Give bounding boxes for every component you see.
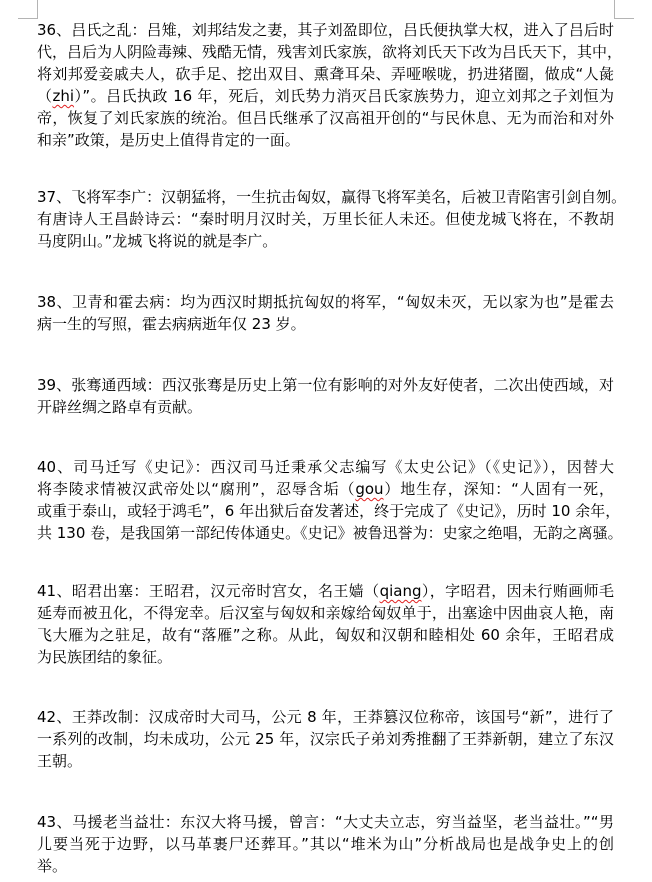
- text-segment: 儿要当死于边野，以马革裹尸还葬耳。”其以“堆米为山”分析战局也是战争史上的创: [37, 835, 614, 853]
- text-segment: 或重于泰山，或轻于鸿毛”，6 年出狱后奋发著述，终于完成了《史记》，历时 10 余年，: [37, 502, 621, 520]
- text-segment: 将李陵求情被汉武帝处以“腐刑”，忍辱含垢（: [37, 480, 356, 498]
- text-line: [37, 811, 614, 833]
- text-line: [37, 706, 614, 728]
- text-line: [37, 602, 614, 624]
- text-line: [37, 19, 614, 41]
- text-segment: 病一生的写照，霍去病病逝年仅 23 岁。: [37, 315, 306, 333]
- text-segment: 为民族团结的象征。: [37, 648, 173, 666]
- text-segment: 38、卫青和霍去病：均为西汉时期抵抗匈奴的将军，“匈奴未灭，无以家为也”是霍去: [37, 293, 614, 311]
- text-line: [37, 522, 623, 544]
- text-line: [37, 500, 621, 522]
- text-line: [37, 478, 614, 500]
- text-line: [37, 728, 614, 750]
- text-segment: 将刘邦爱妾戚夫人，砍手足、挖出双目、熏聋耳朵、弄哑喉咙，扔进猪圈，做成“人彘: [37, 65, 614, 83]
- text-line: [37, 230, 614, 252]
- text-line: [37, 374, 614, 396]
- text-line: [37, 41, 623, 63]
- text-line: [37, 624, 614, 646]
- text-segment: 有唐诗人王昌龄诗云：“秦时明月汉时关，万里长征人未还。但使龙城飞将在，不教胡: [37, 210, 614, 228]
- text-line: [37, 85, 614, 107]
- text-segment: 41、昭君出塞：王昭君，汉元帝时宫女，名王嫱（: [37, 582, 380, 600]
- text-segment: 飞大雁为之驻足，故有“落雁”之称。从此，匈奴和汉朝和睦相处 60 余年，王昭君成: [37, 626, 614, 644]
- text-segment: 开辟丝绸之路卓有贡献。: [37, 398, 203, 416]
- text-line: [37, 580, 614, 602]
- text-segment: 37、飞将军李广：汉朝猛将，一生抗击匈奴，赢得飞将军美名，后被卫青陷害引剑自刎。: [37, 188, 627, 206]
- paragraph-42: [37, 706, 614, 772]
- margin-corner-top-right-vertical: [614, 0, 615, 19]
- text-line: [37, 129, 614, 151]
- text-line: [37, 833, 614, 855]
- text-segment: ）”。吕氏执政 16 年，死后，刘氏势力消灭吕氏家族势力，迎立刘邦之子刘恒为: [74, 87, 614, 105]
- text-segment: 王朝。: [37, 752, 83, 770]
- paragraph-43: [37, 811, 614, 877]
- pinyin-misspelled: qiang: [379, 582, 422, 600]
- text-segment: 和亲”政策，是历史上值得肯定的一面。: [37, 131, 300, 149]
- text-line: [37, 646, 614, 668]
- pinyin-misspelled: zhi: [52, 87, 75, 105]
- text-line: [37, 291, 614, 313]
- text-line: [37, 396, 614, 418]
- text-line: [37, 456, 614, 478]
- paragraph-38: [37, 291, 614, 335]
- text-line: [37, 855, 614, 877]
- text-segment: 马度阴山。”龙城飞将说的就是李广。: [37, 232, 278, 250]
- text-segment: 一系列的改制，均未成功，公元 25 年，汉宗氏子弟刘秀推翻了王莽新朝，建立了东汉: [37, 730, 614, 748]
- margin-corner-top-left-vertical: [37, 0, 38, 19]
- text-segment: 39、张骞通西域：西汉张骞是历史上第一位有影响的对外友好使者，二次出使西域，对: [37, 376, 614, 394]
- text-segment: （: [37, 87, 53, 105]
- text-line: [37, 186, 627, 208]
- text-segment: 共 130 卷，是我国第一部纪传体通史。《史记》被鲁迅誉为：史家之绝唱，无韵之离骚。: [37, 524, 623, 542]
- paragraph-36: [37, 19, 623, 151]
- text-line: [37, 750, 614, 772]
- text-line: [37, 208, 614, 230]
- paragraph-40: [37, 456, 623, 544]
- text-segment: 36、吕氏之乱：吕雉，刘邦结发之妻，其子刘盈即位，吕氏便执掌大权，进入了吕后时: [37, 21, 614, 39]
- paragraph-37: [37, 186, 627, 252]
- paragraph-41: [37, 580, 614, 668]
- text-segment: ）地生存，深知：“人固有一死，: [383, 480, 614, 498]
- text-segment: 帝，恢复了刘氏家族的统治。但吕氏继承了汉高祖开创的“与民休息、无为而治和对外: [37, 109, 614, 127]
- text-segment: 42、王莽改制：汉成帝时大司马，公元 8 年，王莽篡汉位称帝，该国号“新”，进行了: [37, 708, 614, 726]
- text-segment: 举。: [37, 857, 68, 875]
- text-segment: 延寿而被丑化，不得宠幸。后汉室与匈奴和亲嫁给匈奴单于，出塞途中因曲哀人艳，南: [37, 604, 614, 622]
- text-line: [37, 107, 614, 129]
- text-segment: 代，吕后为人阴险毒辣、残酷无情，残害刘氏家族，欲将刘氏天下改为吕氏天下，其中，: [37, 43, 623, 61]
- pinyin-misspelled: gou: [355, 480, 384, 498]
- text-segment: 40、司马迁写《史记》：西汉司马迁秉承父志编写《太史公记》（《史记》），因替大: [37, 458, 614, 476]
- text-line: [37, 313, 614, 335]
- paragraph-39: [37, 374, 614, 418]
- text-segment: ），字昭君，因未行贿画师毛: [421, 582, 614, 600]
- margin-corner-top-right-horizontal: [614, 18, 634, 19]
- text-segment: 43、马援老当益壮：东汉大将马援，曾言：“大丈夫立志，穷当益坚，老当益壮。”“男: [37, 813, 614, 831]
- text-line: [37, 63, 614, 85]
- margin-corner-top-left-horizontal: [18, 18, 38, 19]
